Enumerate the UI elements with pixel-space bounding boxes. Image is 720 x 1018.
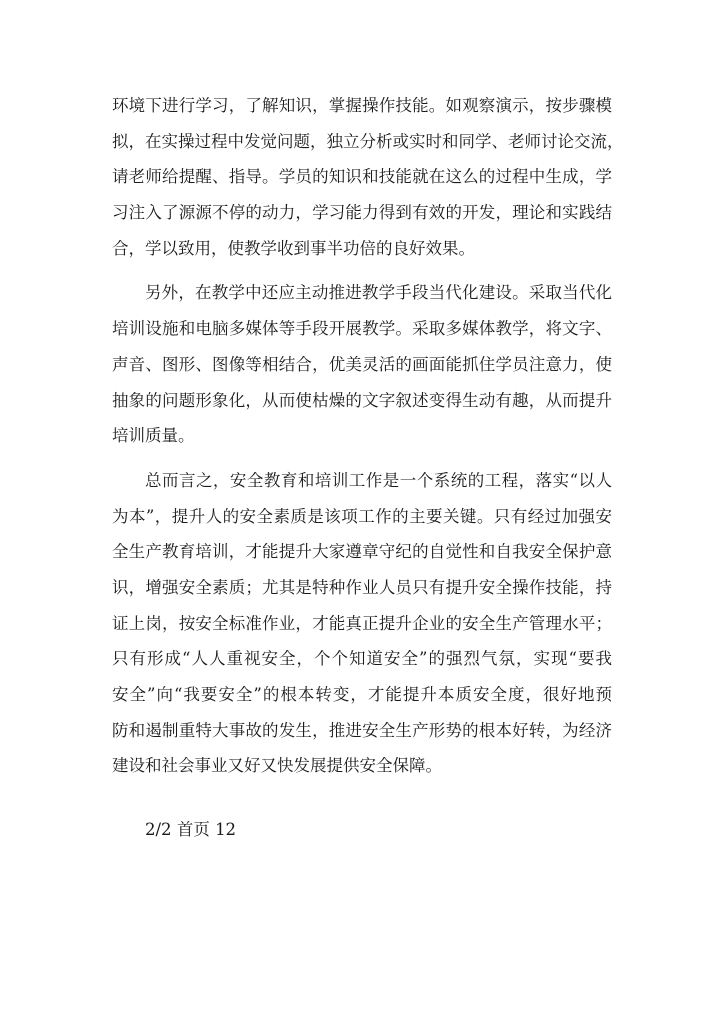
- text-line: 证上岗，按安全标准作业，才能真正提升企业的安全生产管理水平；: [112, 613, 612, 633]
- text-line: 防和遏制重特大事故的发生，推进安全生产形势的根本好转，为经济: [112, 720, 612, 740]
- text-line: 培训设施和电脑多媒体等手段开展教学。采取多媒体教学，将文字、: [112, 319, 612, 339]
- text-line: 全生产教育培训，才能提升大家遵章守纪的自觉性和自我安全保护意: [112, 542, 612, 562]
- text-line: 习注入了源源不停的动力，学习能力得到有效的开发，理论和实践结: [112, 203, 612, 223]
- text-line: 环境下进行学习，了解知识，掌握操作技能。如观察演示，按步骤模: [112, 96, 612, 115]
- text-line: 为本”，提升人的安全素质是该项工作的主要关键。只有经过加强安: [112, 506, 612, 526]
- home-link[interactable]: 首页: [176, 820, 210, 839]
- text-line: 总而言之，安全教育和培训工作是一个系统的工程，落实“以人: [145, 470, 612, 490]
- paragraph-gap: [112, 454, 612, 463]
- paragraph-3: [112, 463, 612, 784]
- text-line: 拟，在实操过程中发觉问题，独立分析或实时和同学、老师讨论交流，: [112, 131, 624, 151]
- text-line: 安全”向“我要安全”的根本转变，才能提升本质安全度，很好地预: [112, 685, 612, 704]
- text-line: 另外，在教学中还应主动推进教学手段当代化建设。采取当代化: [145, 283, 612, 303]
- page-footer: [145, 812, 236, 847]
- text-line: 培训质量。: [112, 426, 195, 446]
- text-line: 建设和社会事业又好又快发展提供安全保障。: [112, 756, 442, 776]
- text-line: 合，学以致用，使教学收到事半功倍的良好效果。: [112, 238, 475, 258]
- text-line: 请老师给提醒、指导。学员的知识和技能就在这么的过程中生成，学: [112, 167, 612, 187]
- text-line: 抽象的问题形象化，从而使枯燥的文字叙述变得生动有趣，从而提升: [112, 390, 612, 410]
- text-line: 声音、图形、图像等相结合，优美灵活的画面能抓住学员注意力，使: [112, 354, 612, 374]
- page-indicator: 2/2: [145, 820, 172, 839]
- document-body: [112, 88, 624, 784]
- text-line: 只有形成“人人重视安全，个个知道安全”的强烈气氛，实现“要我: [112, 649, 612, 669]
- paragraph-1: [112, 88, 624, 266]
- paragraph-gap: [112, 266, 612, 275]
- paragraph-2: [112, 275, 612, 453]
- page-number-links[interactable]: 12: [215, 820, 237, 839]
- text-line: 识，增强安全素质；尤其是特种作业人员只有提升安全操作技能，持: [112, 577, 612, 597]
